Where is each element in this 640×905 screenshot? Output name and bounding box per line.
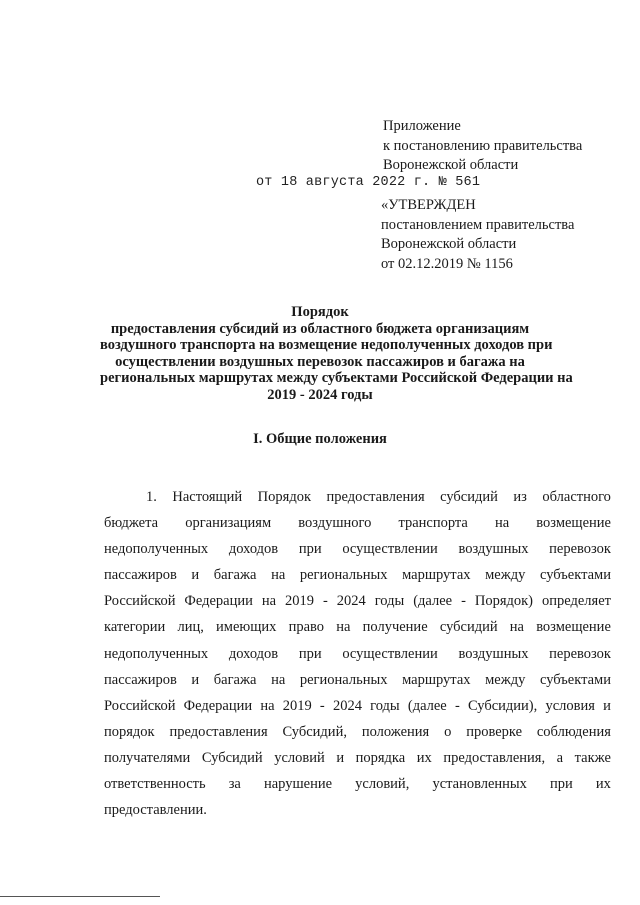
paragraph-line [104,562,611,588]
paragraph-word: предоставления [169,723,268,740]
paragraph-word: 2024 [336,593,366,610]
paragraph-line [104,693,611,719]
paragraph-word: - [322,593,328,610]
paragraph-word: категории [104,619,166,636]
paragraph-line [104,745,611,771]
paragraph-last-line: предоставлении. [104,802,207,819]
title-line: предоставления субсидий из областного бюджета организациям [110,320,530,337]
paragraph-word: багажа [213,567,257,584]
paragraph-word: на [271,567,286,584]
paragraph-line [104,536,611,562]
title-line: 2019 - 2024 годы [267,386,373,403]
paragraph-word: о [444,723,452,740]
title-line: региональных маршрутах между субъектами Российской Федерации на [100,370,573,387]
paragraph-word: недополученных [104,541,209,558]
annex-line: Воронежской области [383,157,519,173]
paragraph-word: условий, [355,776,410,793]
paragraph-word: субъектами [539,567,611,584]
paragraph-word: годы [370,697,400,714]
paragraph-word: возмещение [536,619,611,636]
paragraph-word: получение [362,619,428,636]
paragraph-word: и [191,567,200,584]
section-heading: I. Общие положения [253,431,387,447]
paragraph-line [104,614,611,640]
paragraph-word: маршрутах [402,567,471,584]
paragraph-word: бюджета [104,515,159,532]
paragraph-word: перевозок [549,645,611,662]
paragraph-word: их [416,749,432,766]
paragraph-line [104,588,611,614]
paragraph-line [104,641,611,667]
paragraph-word: пассажиров [104,567,177,584]
paragraph-word: возмещение [536,515,611,532]
paragraph-word: и [603,697,611,714]
paragraph-word: условий [274,749,325,766]
paragraph-word: Российской [104,697,176,714]
paragraph-word: - [454,697,460,714]
paragraph-word: недополученных [104,645,209,662]
paragraph-word: их [595,776,611,793]
paragraph-word: субъектами [539,671,611,688]
date-number-stamp: от 18 августа 2022 г. № 561 [256,175,481,190]
paragraph-word: получателями [104,749,191,766]
paragraph-word: из [513,489,527,505]
paragraph-word: перевозок [549,541,611,558]
paragraph-word: доходов [228,645,279,662]
paragraph-word: порядок [104,723,155,740]
paragraph-word: организациям [185,515,272,532]
paragraph-word: региональных [299,567,388,584]
paragraph-word: порядка [355,749,406,766]
paragraph-word: региональных [299,671,388,688]
paragraph-word: 2019 [282,697,312,714]
annex-line: к постановлению правительства [383,137,583,154]
paragraph-word: а [556,749,564,766]
paragraph-word: предоставления [326,489,425,505]
paragraph-word: 1. [146,489,157,505]
paragraph-word: воздушного [298,515,372,532]
paragraph-line [104,484,611,510]
paragraph-word: при [298,541,322,558]
paragraph-word: нарушение [263,776,333,793]
paragraph-word: (далее [413,593,453,610]
paragraph-word: установленных [432,776,527,793]
title-line: осуществлении воздушных перевозок пассажиров и багажа на [115,353,525,370]
paragraph-word: на [336,619,351,636]
paragraph-word: транспорта [398,515,468,532]
approved-line: «УТВЕРЖДЕН [381,197,476,213]
paragraph-word: областного [542,489,611,505]
paragraph-line [104,719,611,745]
paragraph-word: Порядок) [474,593,534,610]
paragraph-word: субсидий [439,619,498,636]
paragraph-word: Субсидий, [282,723,347,740]
paragraph-word: 2024 [332,697,362,714]
paragraph-word: Субсидии), [467,697,538,714]
paragraph-word: ответственность [104,776,206,793]
document-title [100,304,573,404]
paragraph-word: Порядок [257,489,311,505]
paragraph-word: и [191,671,200,688]
paragraph [104,484,611,823]
paragraph-word: на [271,671,286,688]
paragraph-word: проверке [466,723,523,740]
title-line: Порядок [291,304,349,320]
paragraph-word: осуществлении [342,645,438,662]
paragraph-word: при [550,776,573,793]
paragraph-word: осуществлении [342,541,438,558]
paragraph-word: Российской [104,593,176,610]
paragraph-word: на [261,593,277,610]
approved-line: постановлением правительства [381,216,575,233]
paragraph-word: Федерации [183,697,253,714]
paragraph-word: Федерации [184,593,253,610]
paragraph-word: воздушных [458,541,529,558]
paragraph-word: маршрутах [402,671,471,688]
paragraph-word: годы [374,593,405,610]
paragraph-word: соблюдения [536,723,611,740]
paragraph-word: на [509,619,524,636]
paragraph-word: Субсидий [201,749,263,766]
annex-block [383,117,582,176]
paragraph-word: - [319,697,325,714]
paragraph-word: положения [361,723,430,740]
paragraph-line [104,510,611,536]
paragraph-word: лиц, [177,619,204,636]
paragraph-line [104,667,611,693]
paragraph-word: имеющих [216,619,277,636]
paragraph-word: доходов [228,541,279,558]
paragraph-word: также [574,749,611,766]
paragraph-word: воздушных [458,645,529,662]
paragraph-word: за [228,776,241,793]
paragraph-word: условия [545,697,595,714]
paragraph-word: пассажиров [104,671,177,688]
footnote-rule [0,896,160,897]
annex-line: Приложение [383,118,461,134]
title-line: воздушного транспорта на возмещение недополученных доходов при [100,337,553,354]
approved-block [381,196,574,274]
approved-line: Воронежской области [381,236,517,252]
paragraph-word: Настоящий [172,489,243,505]
paragraph-word: багажа [213,671,257,688]
paragraph-word: субсидий [440,489,498,505]
paragraph-word: и [336,749,345,766]
paragraph-word: право [288,619,325,636]
paragraph-word: (далее [407,697,447,714]
paragraph-word: на [494,515,510,532]
approved-line: от 02.12.2019 № 1156 [381,255,513,272]
paragraph-word: определяет [541,593,611,610]
paragraph-word: между [485,567,526,584]
paragraph-word: на [260,697,275,714]
paragraph-word: - [461,593,466,610]
paragraph-word: между [485,671,526,688]
paragraph-line [104,771,611,797]
paragraph-word: при [298,645,322,662]
paragraph-word: 2019 [285,593,315,610]
paragraph-word: предоставления, [443,749,546,766]
